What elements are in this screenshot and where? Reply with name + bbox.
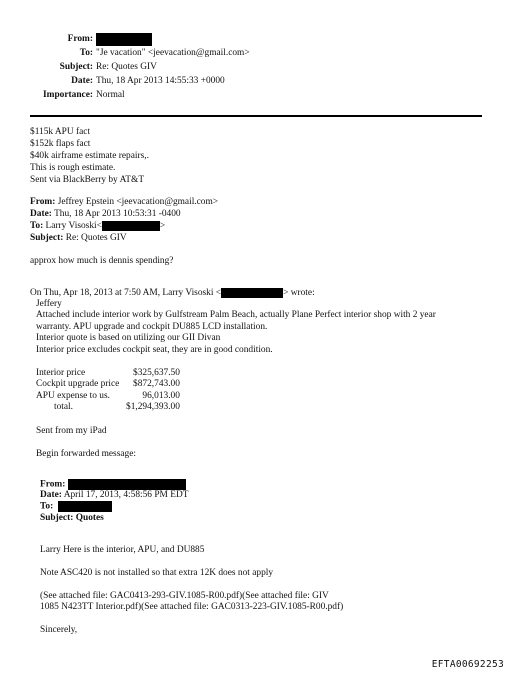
quoted-to: To: Larry Visoski< > [30,221,166,232]
quoted-from: From: Jeffrey Epstein <jeevacation@gmail.com> [30,197,219,207]
importance-value: Normal [96,90,125,100]
from-redaction [96,33,152,46]
to-label: To: [79,48,93,58]
fwd-attachments-line: 1085 N423TT Interior.pdf)(See attached file: GAC0313-223-GIV.1085-R00.pdf) [40,602,344,612]
cost-label: Cockpit upgrade price [36,379,120,390]
fwd-greeting: Larry Here is the interior, APU, and DU885 [40,545,205,555]
importance-label: Importance: [43,90,93,100]
document-id: EFTA00692253 [431,658,504,670]
quoted-intro: On Thu, Apr 18, 2013 at 7:50 AM, Larry Visoski < > wrote: [30,288,315,299]
body-line: Sent via BlackBerry by AT&T [30,175,145,185]
fwd-closing: Sincerely, [40,625,78,635]
cost-row [36,402,180,413]
body-line: warranty. APU upgrade and cockpit DU885 LCD installation. [36,322,268,332]
header-divider [30,115,482,117]
cost-label: total. [54,402,74,413]
quoted-subject: Subject: Re: Quotes GIV [30,233,127,243]
cost-row [36,379,180,390]
cost-value: $325,637.50 [133,368,180,378]
cost-label: APU expense to us. [36,390,110,401]
begin-forwarded: Begin forwarded message: [36,449,136,459]
fwd-from: From: [40,479,186,491]
cost-label: Interior price [36,368,86,378]
body-line: Interior quote is based on utilizing our GII Divan [36,333,221,343]
body-line: Jeffery [36,299,62,309]
cost-value: $872,743.00 [133,379,180,390]
to-value: "Je vacation" <jeevacation@gmail.com> [96,48,250,58]
fwd-subject: Subject: Quotes [40,513,104,523]
body-line: Interior price excludes cockpit seat, they are in good condition. [36,345,273,355]
subject-label: Subject: [59,62,93,72]
date-label: Date: [71,76,93,86]
body-line: $152k flaps fact [30,139,91,149]
quoted-body-1: approx how much is dennis spending? [30,256,174,266]
subject-value: Re: Quotes GIV [96,62,157,72]
cost-row [36,368,180,379]
body-line: $115k APU fact [30,127,91,137]
date-value: Thu, 18 Apr 2013 14:55:33 +0000 [96,76,225,86]
from-label: From: [67,34,93,44]
body-line: Attached include interior work by Gulfstream Palm Beach, actually Plane Perfect interior shop with 2 year [36,310,436,320]
fwd-attachments-line: (See attached file: GAC0413-293-GIV.1085-R00.pdf)(See attached file: GIV [40,591,329,601]
body-line: $40k airframe estimate repairs,. [30,151,149,161]
fwd-date: Date: April 17, 2013, 4:58:56 PM EDT [40,490,189,500]
cost-row [36,391,180,402]
fwd-to: To: [40,501,112,513]
cost-value: 96,013.00 [142,390,180,401]
quoted-date: Date: Thu, 18 Apr 2013 10:53:31 -0400 [30,209,181,219]
body-line: This is rough estimate. [30,163,116,173]
sent-from: Sent from my iPad [36,426,107,436]
fwd-note: Note ASC420 is not installed so that extra 12K does not apply [40,568,274,578]
cost-value: $1,294,393.00 [126,402,180,413]
cost-table [36,368,180,414]
